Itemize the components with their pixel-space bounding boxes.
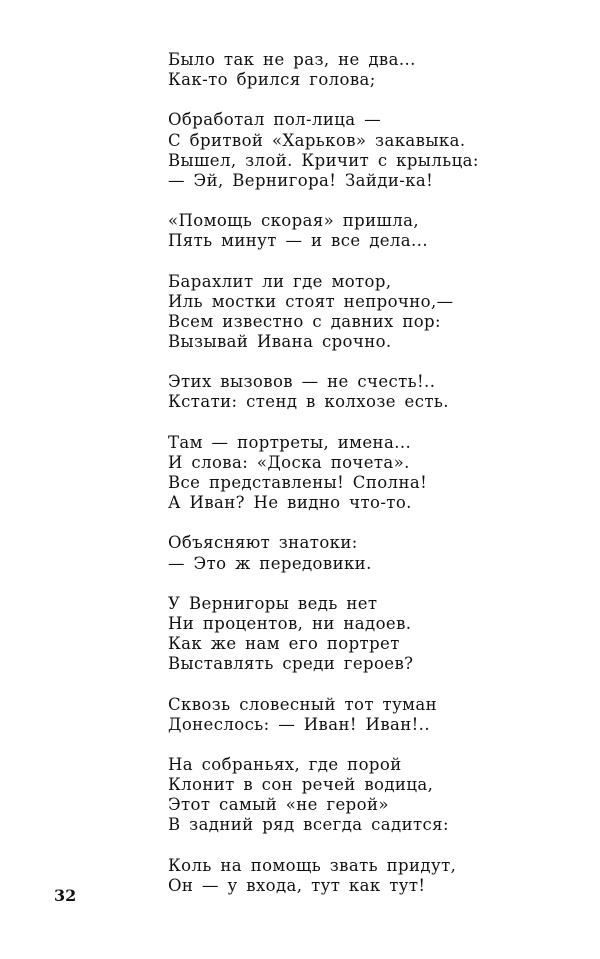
poem-line: — Эй, Вернигора! Зайди-ка! [168, 170, 434, 190]
poem-line: Было так не раз, не два... [168, 50, 416, 69]
poem-line: Вышел, злой. Кричит с крыльца: [168, 150, 479, 170]
stanza-7 [168, 533, 498, 573]
poem-line: И слова: «Доска почета». [168, 452, 410, 472]
poem-line: Обработал пол-лица — [168, 110, 382, 130]
poem-line: Объясняют знатоки: [168, 533, 358, 553]
stanza-10 [168, 755, 498, 835]
poem-line: А Иван? Не видно что-то. [168, 493, 412, 513]
poem-line: Там — портреты, имена... [168, 432, 412, 452]
poem-line: Как же нам его портрет [168, 634, 400, 654]
poem-line: Этих вызовов — не счесть!.. [168, 372, 436, 392]
stanza-1 [168, 50, 498, 90]
poem-line: — Это ж передовики. [168, 553, 372, 573]
poem-line: С бритвой «Харьков» закавыка. [168, 130, 466, 150]
poem-line: Иль мостки стоят непрочно,— [168, 291, 454, 311]
poem [168, 50, 498, 916]
stanza-3 [168, 211, 498, 251]
poem-line: На собраньях, где порой [168, 755, 402, 775]
poem-line: Вызывай Ивана срочно. [168, 331, 392, 351]
stanza-6 [168, 433, 498, 513]
poem-line: Сквозь словесный тот туман [168, 694, 438, 714]
poem-line: «Помощь скорая» пришла, [168, 211, 420, 231]
stanza-9 [168, 695, 498, 735]
page-number: 32 [54, 886, 77, 905]
poem-line: Пять минут — и все дела... [168, 231, 428, 251]
poem-line: В задний ряд всегда садится: [168, 815, 449, 835]
poem-line: Выставлять среди героев? [168, 654, 414, 674]
poem-line: У Вернигоры ведь нет [168, 593, 378, 613]
stanza-11 [168, 856, 498, 896]
poem-line: Как-то брился голова; [168, 70, 376, 90]
poem-line: Он — у входа, тут как тут! [168, 875, 426, 895]
poem-line: Клонит в сон речей водица, [168, 775, 434, 795]
poem-line: Этот самый «не герой» [168, 795, 389, 815]
stanza-4 [168, 272, 498, 352]
stanza-2 [168, 110, 498, 190]
poem-line: Кстати: стенд в колхозе есть. [168, 392, 449, 412]
stanza-8 [168, 594, 498, 674]
poem-line: Коль на помощь звать придут, [168, 855, 457, 875]
poem-line: Все представлены! Сполна! [168, 472, 428, 492]
poem-line: Донеслось: — Иван! Иван!.. [168, 714, 430, 734]
poem-line: Барахлит ли где мотор, [168, 271, 392, 291]
stanza-5 [168, 372, 498, 412]
poem-line: Ни процентов, ни надоев. [168, 614, 412, 634]
poem-line: Всем известно с давних пор: [168, 311, 441, 331]
